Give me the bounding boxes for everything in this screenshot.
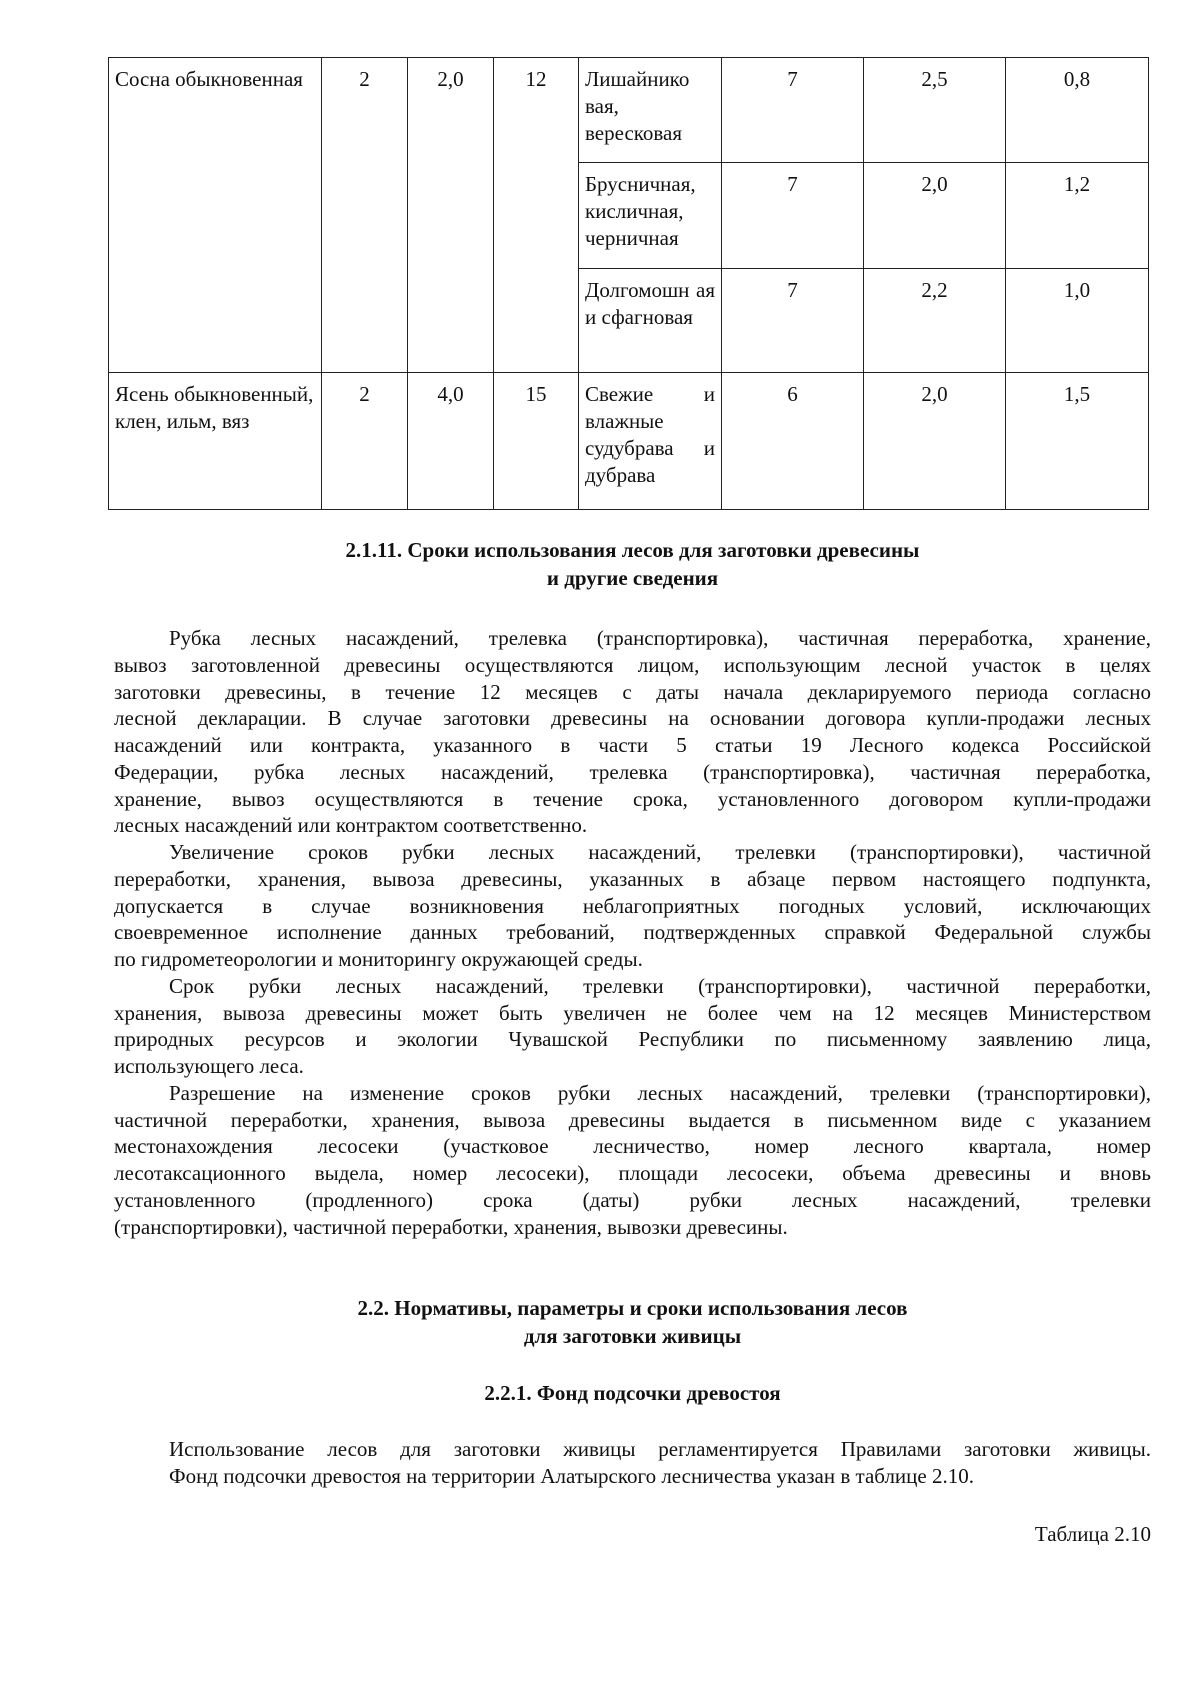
value-cell: 4,0 (408, 373, 494, 510)
body-text-2-1-11 (114, 625, 1151, 1240)
text-line: вывоз заготовленной древесины осуществляются лицом, использующим лесной участок в целях (114, 652, 1151, 677)
text-line: местонахождения лесосеки (участковое лесничество, номер лесного квартала, номер (114, 1134, 1151, 1159)
text-line: заготовки древесины, в течение 12 месяцев с даты начала декларируемого периода согласно (114, 679, 1151, 704)
value-cell: 2,0 (408, 58, 494, 373)
text-line: лесотаксационного выдела, номер лесосеки), площади лесосеки, объема древесины и вновь (114, 1161, 1151, 1185)
section-heading-2-1-11 (114, 536, 1151, 592)
table-row (109, 373, 1149, 510)
heading-line: 2.2. Нормативы, параметры и сроки использования лесов (357, 1296, 908, 1320)
value-cell: 2 (322, 373, 408, 510)
value-cell: 2,0 (864, 373, 1006, 510)
text-line: лесных насаждений или контрактом соответственно. (114, 813, 588, 838)
text-line: частичной переработки, хранения, вывоза древесины выдается в письменном виде с указанием (114, 1107, 1151, 1132)
text-line: установленного (продленного) срока (даты) рубки лесных насаждений, трелевки (114, 1187, 1151, 1212)
body-text-2-2-1 (114, 1436, 1151, 1490)
species-cell: Сосна обыкновенная (109, 58, 322, 373)
heading-line: для заготовки живицы (523, 1324, 742, 1348)
value-cell: 1,2 (1006, 163, 1149, 269)
value-cell: 2,0 (864, 163, 1006, 269)
value-cell: 6 (722, 373, 864, 510)
forest-type-cell: Брусничная, кисличная, черничная (579, 163, 722, 269)
text-line: хранения, вывоза древесины может быть увеличен не более чем на 12 месяцев Министерством (114, 1000, 1151, 1025)
forest-type-cell: Лишайнико вая, вересковая (579, 58, 722, 163)
table-row (109, 58, 1149, 163)
text-line: природных ресурсов и экологии Чувашской Республики по письменному заявлению лица, (114, 1027, 1151, 1052)
paragraph (114, 1080, 1151, 1241)
value-cell: 7 (722, 163, 864, 269)
section-heading-2-2-1: 2.2.1. Фонд подсочки древостоя (484, 1381, 781, 1405)
table-caption: Таблица 2.10 (1034, 1522, 1151, 1546)
text-line: (транспортировки), частичной переработки, хранения, вывозки древесины. (114, 1214, 788, 1239)
section-heading-2-2 (114, 1294, 1151, 1350)
text-line: насаждений или контракта, указанного в части 5 статьи 19 Лесного кодекса Российской (114, 733, 1151, 757)
value-cell: 1,0 (1006, 269, 1149, 373)
text-line: использующего леса. (114, 1054, 304, 1078)
text-line: Разрешение на изменение сроков рубки лесных насаждений, трелевки (транспортировки), (169, 1080, 1151, 1105)
paragraph (114, 625, 1151, 839)
heading-line: 2.1.11. Сроки использования лесов для заготовки древесины (345, 538, 920, 562)
value-cell: 0,8 (1006, 58, 1149, 163)
text-line: Увеличение сроков рубки лесных насаждений, трелевки (транспортировки), частичной (169, 840, 1151, 864)
value-cell: 15 (494, 373, 579, 510)
text-line: по гидрометеорологии и мониторингу окружающей среды. (114, 947, 643, 971)
species-norms-table (108, 57, 1149, 510)
text-line: Использование лесов для заготовки живицы регламентируется Правилами заготовки живицы. (169, 1437, 1151, 1461)
text-line: своевременное исполнение данных требований, подтвержденных справкой Федеральной службы (114, 920, 1151, 945)
forest-type-cell: Свежие и влажные судубрава и дубрава (579, 373, 722, 510)
text-line: допускается в случае возникновения неблагоприятных погодных условий, исключающих (114, 893, 1151, 918)
text-line: лесной декларации. В случае заготовки древесины на основании договора купли-продажи лесных (114, 706, 1151, 731)
value-cell: 7 (722, 269, 864, 373)
value-cell: 1,5 (1006, 373, 1149, 510)
forest-type-cell: Долгомошн ая и сфагновая (579, 269, 722, 373)
paragraph (114, 973, 1151, 1080)
text-line: Срок рубки лесных насаждений, трелевки (транспортировки), частичной переработки, (169, 973, 1151, 998)
species-cell: Ясень обыкновенный, клен, ильм, вяз (109, 373, 322, 510)
text-line: Федерации, рубка лесных насаждений, трелевка (транспортировка), частичная переработка, (114, 759, 1151, 784)
value-cell: 7 (722, 58, 864, 163)
paragraph (114, 839, 1151, 973)
text-line: переработки, хранения, вывоза древесины, указанных в абзаце первом настоящего подпункта, (114, 866, 1151, 891)
value-cell: 2 (322, 58, 408, 373)
heading-line: и другие сведения (546, 566, 719, 590)
value-cell: 2,5 (864, 58, 1006, 163)
value-cell: 12 (494, 58, 579, 373)
text-line: Рубка лесных насаждений, трелевка (транспортировка), частичная переработка, хранение, (169, 626, 1151, 650)
text-line: хранение, вывоз осуществляются в течение срока, установленного договором купли-продажи (114, 786, 1151, 811)
value-cell: 2,2 (864, 269, 1006, 373)
text-line: Фонд подсочки древостоя на территории Алатырского лесничества указан в таблице 2.10. (169, 1463, 974, 1488)
